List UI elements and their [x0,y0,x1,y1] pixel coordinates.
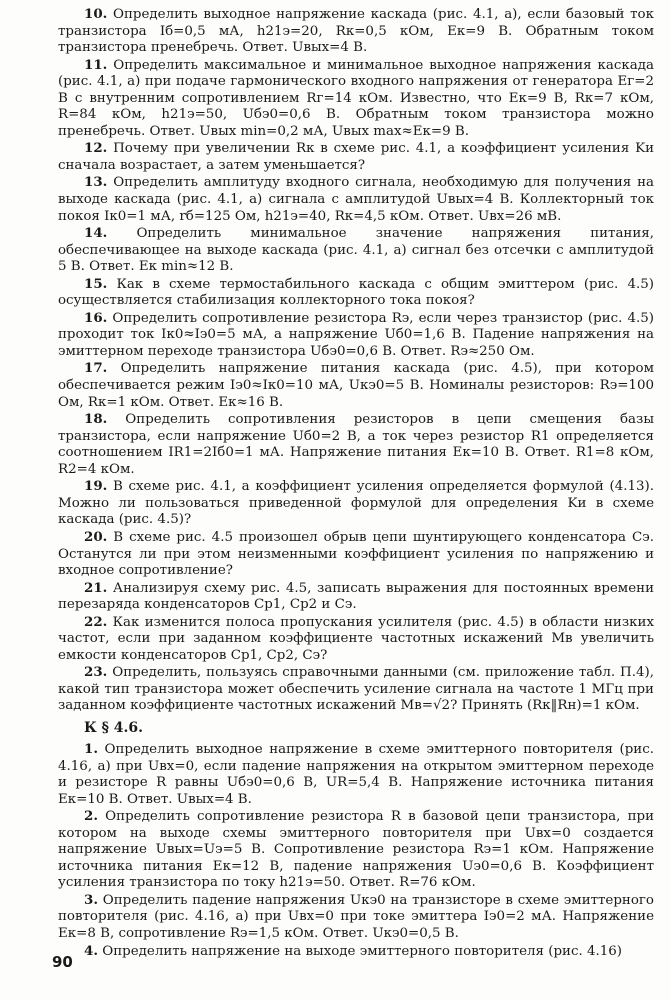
problem-text: Определить выходное напряжение каскада (рис. 4.1, а), если базовый ток транзистора Iб=0,5 мА, h21э=20, Rк=0,5 кОм, Eк=9 В. Обратным током транзистора пренебречь. Ответ. Uвых=4 В. [58,7,654,56]
problem-12 [58,140,654,174]
page-content [58,6,654,960]
problem-18 [58,411,654,478]
problem-number: 19. [84,478,108,495]
problem-text: Определить максимальное и минимальное выходное напряжения каскада (рис. 4.1, а) при подаче гармонического входного напряжения от генератора Eг=2 В с внутренним сопротивлением Rг=14 кОм. Известно, что Eк=9 В, Rк=7 кОм, R=84 кОм, h21э=50, Uбэ0=0,6 В. Обратным током транзистора можно пренебречь. Ответ. Uвых min=0,2 мА, Uвых max≈Eк=9 В. [58,57,654,139]
problem-number: 3. [84,891,98,908]
problem-number: 4. [84,942,98,959]
problem-text: Определить падение напряжения Uкэ0 на транзисторе в схеме эмиттерного повторителя (рис. 4.16, а) при Uвх=0 при токе эмиттера Iэ0=2 мА. Напряжение Eк=8 В, сопротивление Rэ=1,5 кОм. Ответ. Uкэ0=0,5 В. [58,892,654,941]
problem-number: 17. [84,360,108,377]
page-number: 90 [52,953,73,971]
problem-number: 15. [84,275,108,292]
problem-text: Как изменится полоса пропускания усилителя (рис. 4.5) в области низких частот, если при заданном коэффициенте частотных искажений Mв увеличить емкости конденсаторов Cр1, Cр2, Cэ? [58,614,654,663]
problem-text: Определить сопротивления резисторов в цепи смещения базы транзистора, если напряжение Uб0=2 В, а ток через резистор R1 определяется соотношением IR1=2Iб0=1 мА. Напряжение питания Eк=10 В. Ответ. R1=8 кОм, R2=4 кОм. [58,412,654,477]
problem-text: В схеме рис. 4.1, а коэффициент усиления определяется формулой (4.13). Можно ли пользоваться приведенной формулой для определения Kи в схеме каскада (рис. 4.5)? [58,479,654,528]
problem-4-6-2 [58,808,654,892]
problem-number: 12. [84,140,108,157]
problem-21 [58,580,654,614]
problem-text: Определить напряжение питания каскада (рис. 4.5), при котором обеспечивается режим Iэ0≈Iк0=10 мА, Uкэ0=5 В. Номиналы резисторов: Rэ=100 Ом, Rк=1 кОм. Ответ. Eк≈16 В. [58,361,654,410]
section-heading: К § 4.6. [84,719,144,736]
problem-text: Почему при увеличении Rк в схеме рис. 4.1, а коэффициент усиления Kи сначала возрастает, а затем уменьшается? [58,141,654,173]
problem-number: 23. [84,664,108,681]
problem-number: 18. [84,411,108,428]
problem-text: В схеме рис. 4.5 произошел обрыв цепи шунтирующего конденсатора Cэ. Останутся ли при этом неизменными коэффициент усиления по напряжению и входное сопротивление? [58,529,655,579]
problem-4-6-1 [58,741,654,808]
problem-20 [58,529,654,580]
problem-number: 13. [84,174,108,191]
problem-4-6-4 [58,943,654,961]
problem-number: 2. [84,808,98,825]
problem-19 [58,478,654,529]
problem-4-6-3 [58,892,654,943]
problem-number: 11. [84,56,108,73]
problem-14 [58,225,654,276]
problem-text: Анализируя схему рис. 4.5, записать выражения для постоянных времени перезаряда конденсаторов Cр1, Cр2 и Cэ. [58,580,655,613]
problem-text: Определить выходное напряжение в схеме эмиттерного повторителя (рис. 4.16, а) при Uвх=0, если падение напряжения на открытом эмиттерном переходе и резисторе R равны Uбэ0=0,6 В, UR=5,4 В. Напряжение источника питания Eк=10 В. Ответ. Uвых=4 В. [58,741,654,807]
problem-11 [58,57,654,141]
problem-13 [58,174,654,225]
problem-16 [58,310,654,361]
problem-number: 10. [84,6,108,22]
problem-text: Определить амплитуду входного сигнала, необходимую для получения на выходе каскада (рис. 4.1, а) сигнала с амплитудой Uвых=4 В. Коллекторный ток покоя Iк0=1 мА, rб=125 Ом, h21э=40, Rк=4,5 кОм. Ответ. Uвх=26 мВ. [58,175,655,224]
problem-10 [58,6,654,57]
problem-text: Определить напряжение на выходе эмиттерного повторителя (рис. 4.16) [102,943,623,959]
problem-15 [58,276,654,310]
problem-text: Как в схеме термостабильного каскада с общим эмиттером (рис. 4.5) осуществляется стабилизация коллекторного тока покоя? [58,276,654,309]
problem-17 [58,360,654,411]
problem-text: Определить сопротивление резистора Rэ, если через транзистор (рис. 4.5) проходит ток Iк0≈Iэ0=5 мА, а напряжение Uб0=1,6 В. Падение напряжения на эмиттерном переходе транзистора Uбэ0=0,6 В. Ответ. Rэ≈250 Ом. [58,310,654,359]
problem-number: 22. [84,613,108,630]
problem-number: 21. [84,579,108,596]
problem-number: 14. [84,225,108,242]
problem-22 [58,614,654,665]
problem-text: Определить сопротивление резистора R в базовой цепи транзистора, при котором на выходе схемы эмиттерного повторителя при Uвх=0 создается напряжение Uвых=Uэ=5 В. Сопротивление резистора Rэ=1 кОм. Напряжение источника питания Eк=12 В, падение напряжения Uэ0=0,6 В. Коэффициент усиления транзистора по току h21э=50. Ответ. R=76 кОм. [58,809,654,891]
problem-number: 20. [84,528,108,545]
problem-number: 1. [84,740,98,757]
problem-23 [58,664,654,715]
problem-text: Определить минимальное значение напряжения питания, обеспечивающее на выходе каскада (рис. 4.1, а) сигнал без отсечки с амплитудой 5 В. Ответ. Eк min≈12 В. [58,226,654,275]
problem-text: Определить, пользуясь справочными данными (см. приложение табл. П.4), какой тип транзистора может обеспечить усиление сигнала на частоте 1 МГц при заданном коэффициенте частотных искажений Mв=√2? Принять (Rк‖Rн)=1 кОм. [58,665,654,714]
problem-number: 16. [84,309,108,326]
